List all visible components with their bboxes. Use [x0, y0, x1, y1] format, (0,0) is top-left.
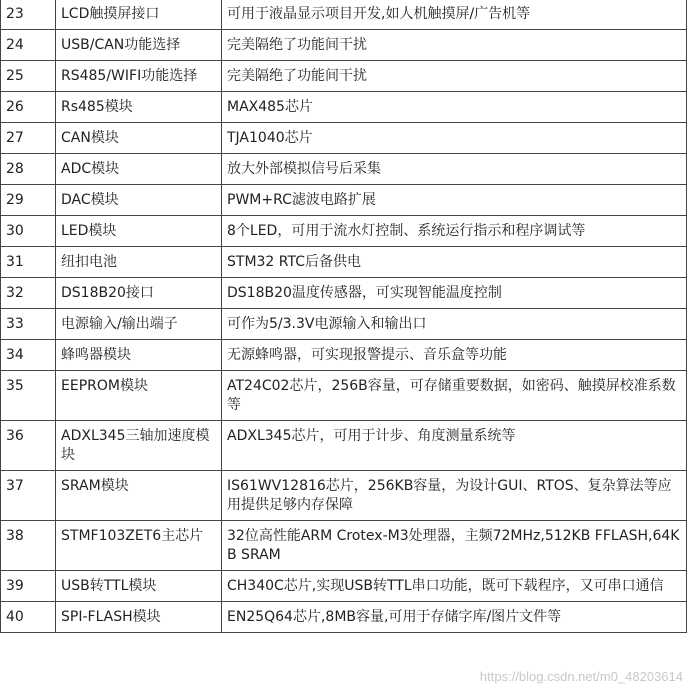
module-description: 放大外部模拟信号后采集 — [222, 154, 687, 185]
module-name: 纽扣电池 — [56, 247, 222, 278]
module-name: ADC模块 — [56, 154, 222, 185]
module-name: LED模块 — [56, 216, 222, 247]
module-name: DS18B20接口 — [56, 278, 222, 309]
table-row — [1, 216, 687, 247]
module-description: 完美隔绝了功能间干扰 — [222, 61, 687, 92]
row-number: 30 — [1, 216, 56, 247]
watermark: https://blog.csdn.net/m0_48203614 — [479, 669, 683, 684]
row-number: 33 — [1, 309, 56, 340]
table-row — [1, 61, 687, 92]
module-description: CH340C芯片,实现USB转TTL串口功能，既可下载程序，又可串口通信 — [222, 571, 687, 602]
spec-table-body — [1, 0, 687, 633]
row-number: 35 — [1, 371, 56, 421]
table-row — [1, 521, 687, 571]
module-name: STMF103ZET6主芯片 — [56, 521, 222, 571]
table-row — [1, 340, 687, 371]
module-name: 电源输入/输出端子 — [56, 309, 222, 340]
module-description: AT24C02芯片，256B容量，可存储重要数据，如密码、触摸屏校准系数等 — [222, 371, 687, 421]
module-description: IS61WV12816芯片，256KB容量，为设计GUI、RTOS、复杂算法等应用提供足够内存保障 — [222, 471, 687, 521]
row-number: 38 — [1, 521, 56, 571]
module-description: EN25Q64芯片,8MB容量,可用于存储字库/图片文件等 — [222, 602, 687, 633]
module-name: EEPROM模块 — [56, 371, 222, 421]
module-name: Rs485模块 — [56, 92, 222, 123]
table-row — [1, 247, 687, 278]
table-row — [1, 0, 687, 30]
module-name: USB转TTL模块 — [56, 571, 222, 602]
row-number: 34 — [1, 340, 56, 371]
module-name: LCD触摸屏接口 — [56, 0, 222, 30]
row-number: 26 — [1, 92, 56, 123]
table-row — [1, 278, 687, 309]
module-name: RS485/WIFI功能选择 — [56, 61, 222, 92]
row-number: 23 — [1, 0, 56, 30]
module-description: STM32 RTC后备供电 — [222, 247, 687, 278]
module-description: 可作为5/3.3V电源输入和输出口 — [222, 309, 687, 340]
module-description: 完美隔绝了功能间干扰 — [222, 30, 687, 61]
table-row — [1, 371, 687, 421]
row-number: 32 — [1, 278, 56, 309]
table-row — [1, 123, 687, 154]
row-number: 25 — [1, 61, 56, 92]
table-row — [1, 421, 687, 471]
module-description: MAX485芯片 — [222, 92, 687, 123]
row-number: 36 — [1, 421, 56, 471]
module-description: 32位高性能ARM Crotex-M3处理器，主频72MHz,512KB FFLASH,64KB SRAM — [222, 521, 687, 571]
module-description: 无源蜂鸣器，可实现报警提示、音乐盒等功能 — [222, 340, 687, 371]
module-name: ADXL345三轴加速度模块 — [56, 421, 222, 471]
table-row — [1, 92, 687, 123]
row-number: 28 — [1, 154, 56, 185]
table-row — [1, 471, 687, 521]
row-number: 39 — [1, 571, 56, 602]
module-description: 可用于液晶显示项目开发,如人机触摸屏/广告机等 — [222, 0, 687, 30]
table-row — [1, 571, 687, 602]
row-number: 24 — [1, 30, 56, 61]
table-row — [1, 154, 687, 185]
module-description: PWM+RC滤波电路扩展 — [222, 185, 687, 216]
table-row — [1, 309, 687, 340]
module-name: DAC模块 — [56, 185, 222, 216]
table-row — [1, 185, 687, 216]
module-name: 蜂鸣器模块 — [56, 340, 222, 371]
module-description: DS18B20温度传感器，可实现智能温度控制 — [222, 278, 687, 309]
row-number: 27 — [1, 123, 56, 154]
module-name: SRAM模块 — [56, 471, 222, 521]
table-row — [1, 602, 687, 633]
module-name: SPI-FLASH模块 — [56, 602, 222, 633]
row-number: 37 — [1, 471, 56, 521]
module-description: TJA1040芯片 — [222, 123, 687, 154]
row-number: 31 — [1, 247, 56, 278]
row-number: 29 — [1, 185, 56, 216]
module-description: 8个LED，可用于流水灯控制、系统运行指示和程序调试等 — [222, 216, 687, 247]
table-row — [1, 30, 687, 61]
module-description: ADXL345芯片，可用于计步、角度测量系统等 — [222, 421, 687, 471]
module-name: CAN模块 — [56, 123, 222, 154]
row-number: 40 — [1, 602, 56, 633]
module-name: USB/CAN功能选择 — [56, 30, 222, 61]
